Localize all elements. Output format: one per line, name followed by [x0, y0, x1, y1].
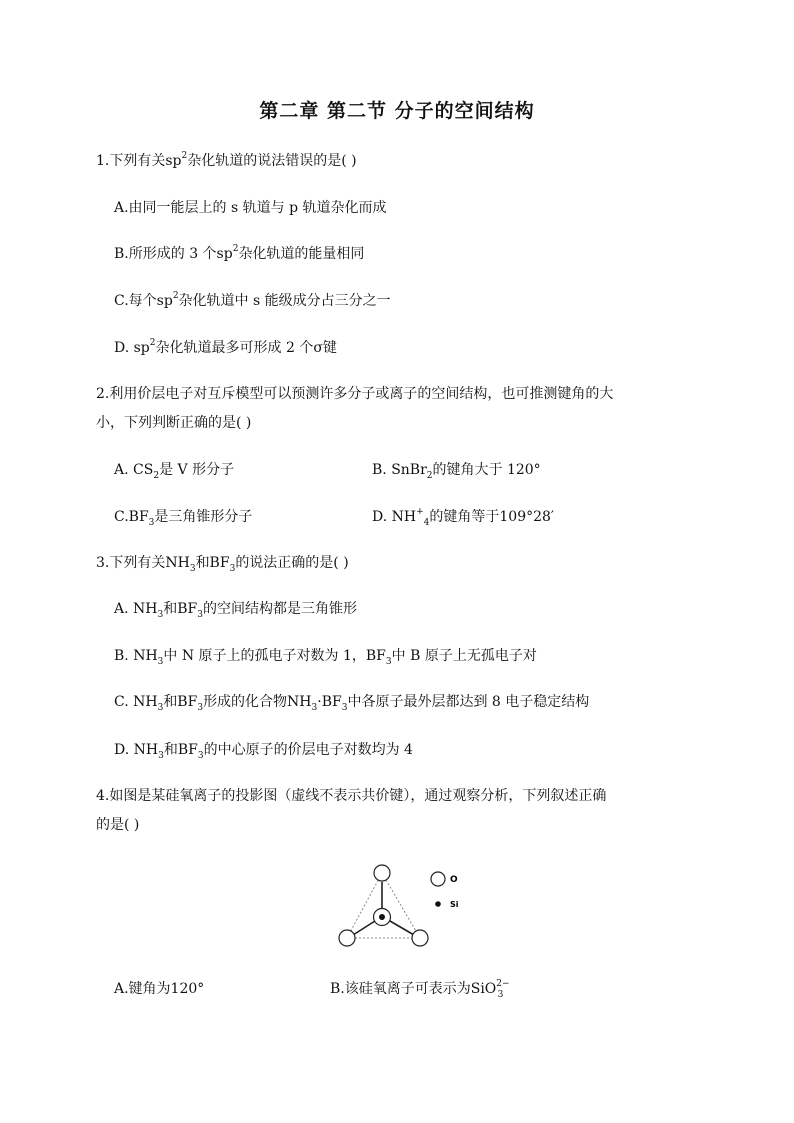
legend-oxygen-label: O — [450, 875, 458, 885]
question-2-option-d: D. $NH^+_4$的键角等于109°28′ — [372, 507, 555, 528]
page-title: 第二章 第二节 分子的空间结构 — [259, 100, 535, 122]
ion-projection-svg — [330, 856, 480, 956]
oxygen-atom-right — [412, 930, 428, 946]
question-1-option-b: B.所形成的 3 个$sp^2$杂化轨道的能量相同 — [114, 244, 365, 262]
legend-silicon-symbol — [435, 901, 441, 907]
question-4-stem-line-2: 的是( ) — [96, 817, 140, 833]
question-1-option-c: C.每个$sp^2$杂化轨道中 s 能级成分占三分之一 — [114, 291, 391, 309]
question-1-option-a: A.由同一能层上的 s 轨道与 p 轨道杂化而成 — [114, 200, 387, 216]
oxygen-atom-top — [374, 865, 390, 881]
question-2-option-a: A. $CS_2$是 V 形分子 — [114, 462, 235, 481]
question-3-option-d: D. $NH_3$和$BF_3$的中心原子的价层电子对数均为 4 — [114, 742, 413, 761]
question-3-option-c: C. $NH_3$和$BF_3$形成的化合物$NH_3\cdot BF_3$中各原子最外层都达到 8 电子稳定结构 — [114, 694, 590, 713]
silicon-oxygen-ion-diagram — [330, 856, 480, 956]
question-1-option-d: D. $sp^2$杂化轨道最多可形成 2 个σ键 — [114, 338, 337, 356]
question-2-stem-line-2: 小，下列判断正确的是( ) — [96, 415, 252, 431]
question-3-stem: 3.下列有关$NH_3$和$BF_3$的说法正确的是( ) — [96, 555, 349, 574]
question-1-stem: 1.下列有关$sp^2$杂化轨道的说法错误的是( ) — [96, 151, 357, 169]
question-2-option-c: $C.BF_3$是三角锥形分子 — [114, 509, 253, 528]
silicon-atom-center — [379, 914, 385, 920]
oxygen-atom-left — [339, 930, 355, 946]
question-4-option-b: B.该硅氧离子可表示为SiO$^{2-}_3$ — [330, 979, 510, 1000]
question-2-stem-line-1: 2.利用价层电子对互斥模型可以预测许多分子或离子的空间结构，也可推测键角的大 — [96, 386, 614, 402]
question-3-option-a: A. $NH_3$和$BF_3$的空间结构都是三角锥形 — [114, 601, 357, 620]
bond-right — [390, 921, 414, 935]
legend-silicon-label: Si — [450, 900, 459, 909]
question-4-option-a: A.键角为120° — [114, 981, 205, 997]
question-3-option-b: B. $NH_3$中 N 原子上的孤电子对数为 1，$BF_3$中 B 原子上无孤电子对 — [114, 648, 537, 667]
question-4-stem-line-1: 4.如图是某硅氧离子的投影图（虚线不表示共价键），通过观察分析，下列叙述正确 — [96, 788, 607, 804]
bond-left — [353, 921, 375, 935]
legend-oxygen-symbol — [431, 872, 445, 886]
question-2-option-b: B. SnBr$_2$的键角大于 120° — [372, 462, 541, 481]
